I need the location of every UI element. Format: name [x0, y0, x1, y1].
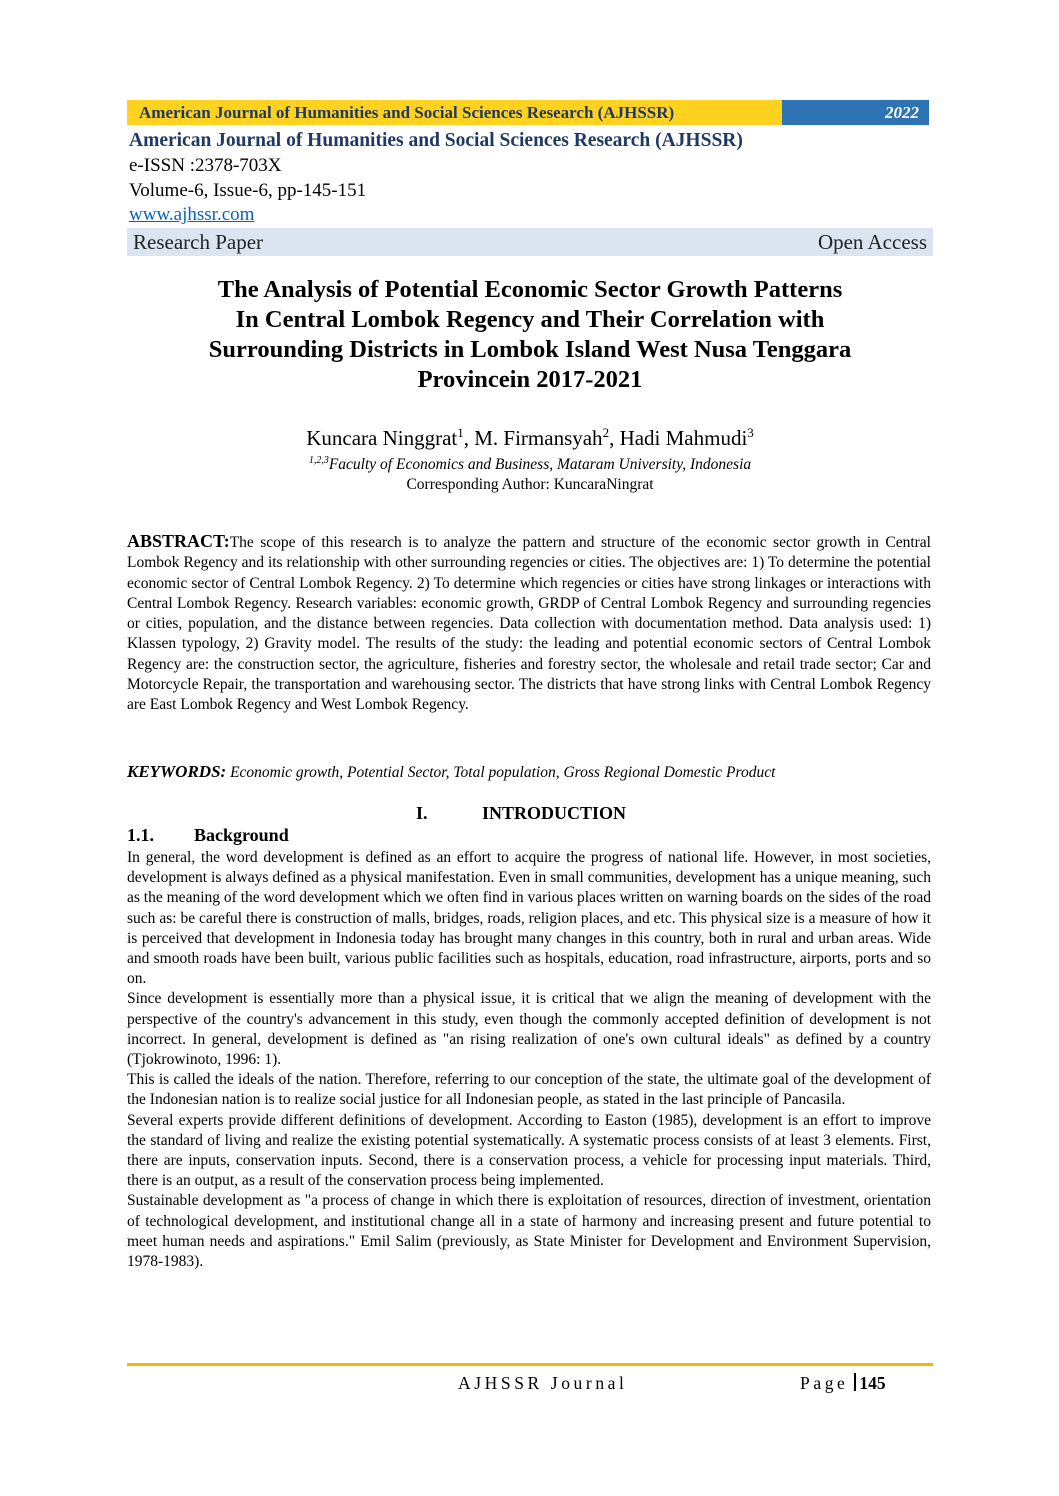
- affiliation-text: Faculty of Economics and Business, Mataram University, Indonesia: [328, 456, 752, 474]
- affiliation-marks: 1,2,3: [308, 455, 329, 466]
- section-heading: [127, 803, 933, 825]
- corresponding-author: Corresponding Author: KuncaraNingrat: [406, 476, 654, 493]
- paragraph: In general, the word development is defined as an effort to acquire the progress of national life. However, in most societies, development is always defined as a physical manifestation. Even in small communities, development has a unique meaning, such as the meaning of the word development which we often find in various places written on warning boards on the sides of the road such as: be careful there is construction of malls, bridges, roads, religion places, and etc. This physical size is a measure of how it is perceived that development in Indonesia today has brought many changes in this country, both in rural and urban areas. Wide and smooth roads have been built, various public facilities such as hospitals, education, road infrastructure, airports, ports and so on.: [127, 849, 931, 988]
- journal-title: American Journal of Humanities and Social Sciences Research (AJHSSR): [129, 130, 743, 151]
- paper-type-bar: [127, 228, 933, 256]
- author-name: M. Firmansyah: [474, 426, 603, 450]
- paper-type: Research Paper: [133, 230, 264, 254]
- section-title: INTRODUCTION: [482, 803, 627, 823]
- running-header-year: 2022: [782, 100, 929, 125]
- title-line: Surrounding Districts in Lombok Island West Nusa Tenggara: [208, 336, 852, 363]
- issn: e-ISSN :2378-703X: [129, 155, 282, 176]
- title-line: In Central Lombok Regency and Their Correlation with: [235, 306, 825, 333]
- footer-rule: [127, 1363, 933, 1366]
- abstract: [127, 531, 931, 716]
- abstract-label: ABSTRACT:: [127, 531, 230, 551]
- author-affil-mark: 3: [747, 425, 754, 440]
- subsection-heading: [127, 825, 289, 846]
- title-line: The Analysis of Potential Economic Sector Growth Patterns: [217, 276, 843, 303]
- abstract-text: The scope of this research is to analyze the pattern and structure of the economic sector growth in Central Lombok Regency and its relationship with other surrounding regencies or cities. The objectives are: 1) To determine the potential economic sector of Central Lombok Regency. 2) To determine which regencies or cities have strong linkages or interactions with Central Lombok Regency. Research variables: economic growth, GRDP of Central Lombok Regency and surrounding regencies or cities, population, and the distance between regencies. Data collection with documentation method. Data analysis used: 1) Klassen typology, 2) Gravity model. The results of the study: the leading and potential economic sectors of Central Lombok Regency are: the construction sector, the agriculture, fisheries and forestry sector, the wholesale and retail trade sector; Car and Motorcycle Repair, the transportation and warehousing sector. The districts that have strong links with Central Lombok Regency are East Lombok Regency and West Lombok Regency.: [127, 534, 931, 714]
- volume-issue: Volume-6, Issue-6, pp-145-151: [129, 180, 367, 201]
- author-affil-mark: 2: [602, 425, 610, 440]
- footer-separator: [854, 1373, 856, 1391]
- author-name: Kuncara Ninggrat: [306, 426, 458, 450]
- page-number: 145: [859, 1373, 886, 1393]
- section-number: I.: [416, 803, 428, 823]
- footer-page-label: Page: [800, 1373, 849, 1393]
- subsection-number: 1.1.: [127, 825, 154, 845]
- title-line: Provincein 2017-2021: [417, 366, 643, 393]
- paragraph: Several experts provide different definitions of development. According to Easton (1985), development is an effort to improve the standard of living and realize the existing potential systematically. A systematic process consists of at least 3 elements. First, there are inputs, conservation inputs. Second, there is a conservation process, a vehicle for processing input materials. Third, there is an output, as a result of the conservation process being implemented.: [127, 1111, 931, 1190]
- footer-page: [800, 1373, 886, 1394]
- paragraph: Since development is essentially more than a physical issue, it is critical that we align the meaning of development with the perspective of the country's advancement in this study, even though the commonly accepted definition of development is not incorrect. In general, development is defined as "an rising realization of one's own cultural ideals" as defined by a country (Tjokrowinoto, 1996: 1).: [127, 990, 931, 1069]
- author-list: Kuncara Ninggrat$^1$, M. Firmansyah$^2$, Hadi Mahmudi$^3$: [306, 425, 754, 450]
- running-header: [127, 100, 929, 125]
- access-type: Open Access: [817, 230, 927, 254]
- keywords: [127, 762, 931, 782]
- affiliation: [127, 455, 933, 474]
- paragraph: This is called the ideals of the nation. Therefore, referring to our conception of the state, the ultimate goal of the development of the Indonesian nation is to realize social justice for all Indonesian people, as stated in the last principle of Pancasila.: [127, 1071, 931, 1109]
- keywords-label: KEYWORDS:: [127, 762, 227, 781]
- body-text: [127, 848, 931, 1272]
- paragraph: Sustainable development as "a process of change in which there is exploitation of resources, direction of investment, orientation of technological development, and institutional change all in a state of harmony and increasing present and future potential to meet human needs and aspirations." Emil Salim (previously, as State Minister for Development and Environment Supervision, 1978-1983).: [127, 1192, 931, 1271]
- author-affil-mark: 1: [457, 425, 464, 440]
- website-link[interactable]: www.ajhssr.com: [129, 204, 255, 225]
- running-header-journal: American Journal of Humanities and Social Sciences Research (AJHSSR): [127, 100, 782, 125]
- paper-title: [127, 275, 933, 395]
- author-name: Hadi Mahmudi: [619, 426, 748, 450]
- footer-journal: AJHSSR Journal: [458, 1373, 628, 1393]
- subsection-title: Background: [194, 825, 289, 845]
- keywords-text: Economic growth, Potential Sector, Total population, Gross Regional Domestic Product: [226, 764, 776, 781]
